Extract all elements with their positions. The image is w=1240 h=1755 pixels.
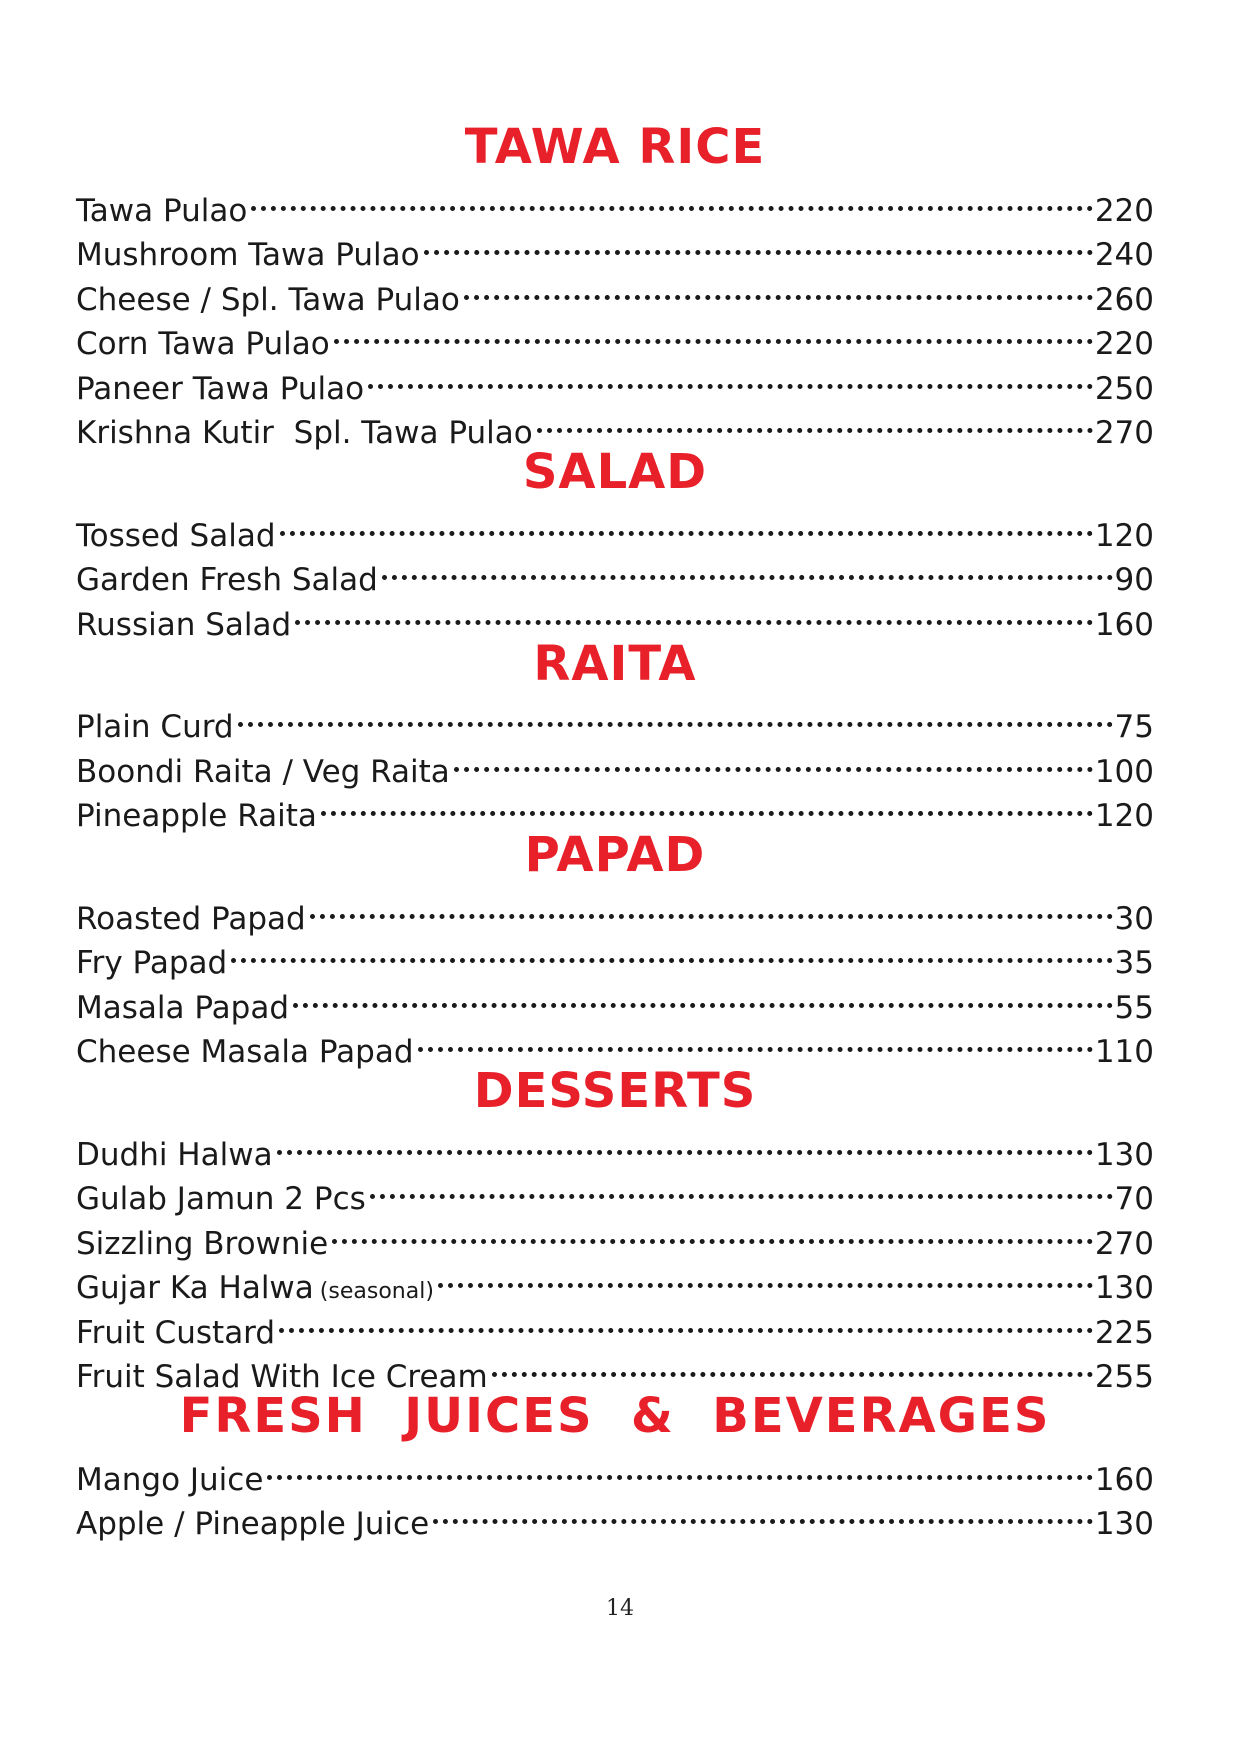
item-price: 130	[1094, 1136, 1154, 1173]
item-price: 130	[1094, 1506, 1154, 1542]
menu-item	[76, 693, 1154, 745]
dot-leader	[334, 310, 1093, 355]
section-title: TAWA RICE	[464, 119, 766, 175]
item-price: 55	[1114, 989, 1154, 1026]
menu-page	[76, 118, 1154, 1542]
item-price: 270	[1094, 1225, 1154, 1262]
item-price: 35	[1114, 945, 1154, 981]
item-price: 270	[1094, 415, 1154, 451]
item-name: Roasted Papad	[76, 900, 306, 937]
item-price: 160	[1094, 1461, 1154, 1498]
item-price: 220	[1094, 192, 1154, 229]
item-price: 120	[1094, 517, 1154, 554]
item-price: 30	[1114, 900, 1154, 937]
item-name: Russian Salad	[76, 606, 292, 643]
item-name: Apple / Pineapple Juice	[76, 1506, 430, 1542]
menu-list	[76, 501, 1154, 643]
item-name: Pineapple Raita	[76, 798, 317, 834]
item-price: 220	[1094, 326, 1154, 362]
dot-leader	[310, 884, 1113, 929]
item-name: Mushroom Tawa Pulao	[76, 237, 420, 273]
item-price: 120	[1094, 798, 1154, 834]
section-desserts	[76, 1062, 1154, 1395]
item-price: 100	[1094, 753, 1154, 790]
dot-leader	[438, 1254, 1093, 1299]
item-name: Krishna Kutir Spl. Tawa Pulao	[76, 415, 533, 451]
dot-leader	[418, 1018, 1093, 1063]
item-name: Dudhi Halwa	[76, 1136, 273, 1173]
menu-item	[76, 176, 1154, 229]
menu-item	[76, 1445, 1154, 1498]
section-title: DESSERTS	[473, 1063, 757, 1119]
item-price: 90	[1114, 562, 1154, 598]
menu-item	[76, 1120, 1154, 1173]
menu-list	[76, 176, 1154, 451]
section-title: SALAD	[522, 444, 708, 500]
item-name: Gulab Jamun 2 Pcs	[76, 1181, 366, 1217]
dot-leader	[231, 929, 1112, 974]
item-price: 130	[1094, 1270, 1154, 1306]
item-name: Mango Juice	[76, 1461, 264, 1498]
dot-leader	[492, 1343, 1093, 1388]
dot-leader	[464, 265, 1093, 310]
section-salad	[76, 443, 1154, 643]
dot-leader	[454, 737, 1093, 782]
section-papad	[76, 826, 1154, 1070]
item-name: Boondi Raita / Veg Raita	[76, 753, 450, 790]
item-price: 225	[1094, 1314, 1154, 1351]
item-name: Tossed Salad	[76, 517, 276, 554]
dot-leader	[370, 1165, 1113, 1210]
section-fresh-juices-beverages	[76, 1387, 1154, 1542]
item-price: 255	[1094, 1359, 1154, 1395]
item-name: Gujar Ka Halwa	[76, 1270, 314, 1306]
item-name: Cheese / Spl. Tawa Pulao	[76, 281, 460, 318]
dot-leader	[321, 782, 1093, 827]
dot-leader	[238, 693, 1113, 738]
dot-leader	[277, 1120, 1093, 1165]
dot-leader	[424, 221, 1093, 266]
section-title: PAPAD	[524, 827, 706, 883]
item-note: (seasonal)	[319, 1279, 434, 1304]
dot-leader	[280, 501, 1093, 546]
item-price: 75	[1114, 709, 1154, 745]
item-name: Plain Curd	[76, 709, 234, 745]
menu-list	[76, 693, 1154, 834]
item-name: Masala Papad	[76, 989, 290, 1026]
dot-leader	[332, 1209, 1093, 1254]
page-number: 14	[606, 1596, 634, 1621]
item-price: 260	[1094, 281, 1154, 318]
section-title: FRESH JUICES & BEVERAGES	[179, 1388, 1051, 1444]
dot-leader	[267, 1445, 1092, 1490]
item-price: 240	[1094, 237, 1154, 273]
menu-item	[76, 929, 1154, 981]
section-raita	[76, 635, 1154, 834]
menu-item	[76, 884, 1154, 937]
item-name: Sizzling Brownie	[76, 1225, 329, 1262]
dot-leader	[279, 1298, 1093, 1343]
dot-leader	[251, 176, 1092, 221]
dot-leader	[295, 590, 1093, 635]
dot-leader	[382, 546, 1113, 591]
item-name: Fry Papad	[76, 945, 228, 981]
item-name: Fruit Custard	[76, 1314, 276, 1351]
item-name: Corn Tawa Pulao	[76, 326, 330, 362]
item-price: 250	[1094, 370, 1154, 407]
item-name: Cheese Masala Papad	[76, 1034, 414, 1070]
dot-leader	[537, 399, 1093, 444]
item-price: 110	[1094, 1034, 1154, 1070]
item-name: Garden Fresh Salad	[76, 562, 378, 598]
menu-list	[76, 1120, 1154, 1395]
menu-list	[76, 884, 1154, 1070]
item-name: Tawa Pulao	[76, 192, 248, 229]
menu-item	[76, 501, 1154, 554]
item-price: 70	[1114, 1181, 1154, 1217]
menu-list	[76, 1445, 1154, 1542]
dot-leader	[293, 973, 1113, 1018]
menu-item	[76, 973, 1154, 1026]
dot-leader	[433, 1490, 1093, 1535]
item-price: 160	[1094, 606, 1154, 643]
section-title: RAITA	[533, 635, 697, 692]
dot-leader	[368, 354, 1093, 399]
item-name: Paneer Tawa Pulao	[76, 370, 365, 407]
menu-item	[76, 737, 1154, 790]
section-tawa-rice	[76, 118, 1154, 451]
item-name: Fruit Salad With Ice Cream	[76, 1359, 488, 1395]
